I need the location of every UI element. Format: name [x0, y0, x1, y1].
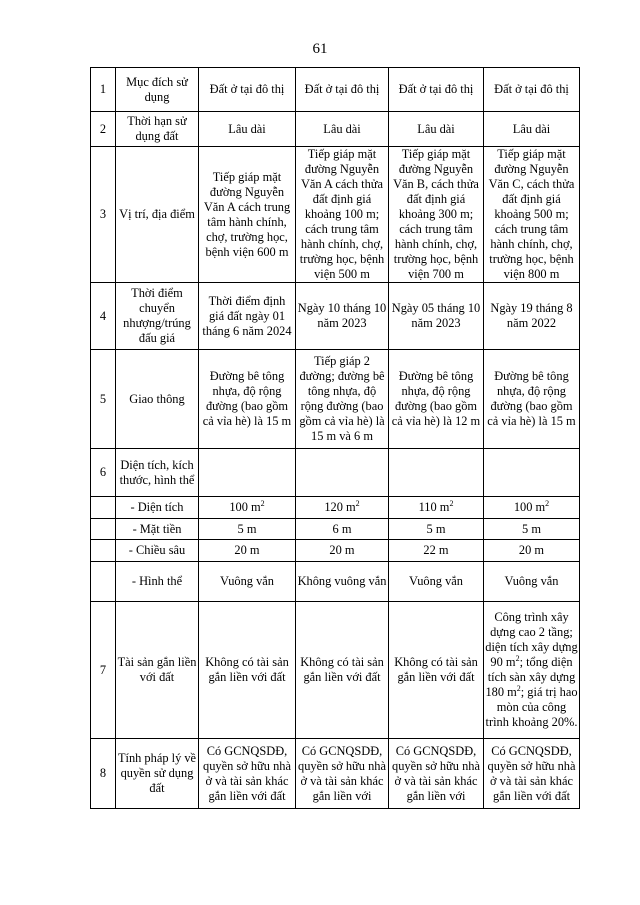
cell-value: Đường bê tông nhựa, độ rộng đường (bao gồm cả vỉa hè) là 12 m: [389, 350, 484, 449]
cell-value: Tiếp giáp mặt đường Nguyễn Văn A cách thửa đất định giá khoảng 100 m; cách trung tâm hành chính, chợ, trường học, bệnh viện 500 m: [296, 147, 389, 283]
cell-value: [484, 449, 580, 497]
cell-value: Lâu dài: [389, 112, 484, 147]
row-number: 5: [91, 350, 116, 449]
cell-value: [199, 449, 296, 497]
criterion-label: Giao thông: [116, 350, 199, 449]
cell-value: Ngày 10 tháng 10 năm 2023: [296, 283, 389, 350]
table-row: [91, 68, 580, 112]
area-value: 110 m: [418, 500, 450, 514]
cell-value: Không vuông vắn: [296, 562, 389, 602]
row-number: 7: [91, 602, 116, 739]
area-value: 100 m: [513, 500, 546, 514]
row-number: [91, 540, 116, 562]
table-row: [91, 497, 580, 519]
unit-exponent: 2: [449, 499, 454, 508]
cell-value: Lâu dài: [199, 112, 296, 147]
table-row: [91, 562, 580, 602]
criterion-label: Tài sản gắn liền với đất: [116, 602, 199, 739]
cell-value: Không có tài sản gắn liền với đất: [296, 602, 389, 739]
cell-value: Không có tài sản gắn liền với đất: [389, 602, 484, 739]
criterion-label: Diện tích, kích thước, hình thể: [116, 449, 199, 497]
row-number: [91, 519, 116, 540]
criterion-label: - Hình thể: [116, 562, 199, 602]
area-value: 100 m: [229, 500, 261, 514]
cell-value: 6 m: [296, 519, 389, 540]
criterion-label: Thời điểm chuyển nhượng/trúng đấu giá: [116, 283, 199, 350]
criterion-label: - Chiều sâu: [116, 540, 199, 562]
cell-value: [389, 497, 484, 519]
table-row: [91, 739, 580, 809]
cell-value: Có GCNQSDĐ, quyền sở hữu nhà ở và tài sản khác gắn liền với đất: [484, 739, 580, 809]
table-row: [91, 602, 580, 739]
row-number: 8: [91, 739, 116, 809]
cell-value: 20 m: [199, 540, 296, 562]
cell-value: Đất ở tại đô thị: [484, 68, 580, 112]
criterion-label: Mục đích sử dụng: [116, 68, 199, 112]
row-number: 4: [91, 283, 116, 350]
cell-value: Lâu dài: [484, 112, 580, 147]
building-text: ; giá trị hao mòn của công trình khoảng 20%.: [485, 685, 578, 729]
row-number: 6: [91, 449, 116, 497]
page-number: 61: [312, 41, 328, 57]
cell-value: Tiếp giáp mặt đường Nguyễn Văn B, cách thửa đất định giá khoảng 300 m; cách trung tâm hành chính, chợ, trường học, bệnh viện 700 m: [389, 147, 484, 283]
cell-value: Đường bê tông nhựa, độ rộng đường (bao gồm cả vỉa hè) là 15 m: [199, 350, 296, 449]
cell-value: Ngày 19 tháng 8 năm 2022: [484, 283, 580, 350]
cell-value: 20 m: [484, 540, 580, 562]
row-number: [91, 562, 116, 602]
cell-value: Vuông vắn: [199, 562, 296, 602]
cell-value: [484, 497, 580, 519]
unit-exponent: 2: [516, 684, 521, 693]
cell-value: Đường bê tông nhựa, độ rộng đường (bao gồm cả vỉa hè) là 15 m: [484, 350, 580, 449]
cell-value: Tiếp giáp 2 đường; đường bê tông nhựa, độ rộng đường (bao gồm cả vỉa hè) là 15 m và 6 m: [296, 350, 389, 449]
unit-exponent: 2: [545, 499, 550, 508]
criterion-label: Vị trí, địa điểm: [116, 147, 199, 283]
cell-value: Có GCNQSDĐ, quyền sở hữu nhà ở và tài sản khác gắn liền với đất: [199, 739, 296, 809]
unit-exponent: 2: [355, 499, 360, 508]
cell-value: Đất ở tại đô thị: [199, 68, 296, 112]
table-row: [91, 283, 580, 350]
criterion-label: Tính pháp lý về quyền sử dụng đất: [116, 739, 199, 809]
comparison-table: [90, 67, 580, 809]
cell-value: 5 m: [484, 519, 580, 540]
area-value: 120 m: [324, 500, 356, 514]
table-row: [91, 519, 580, 540]
cell-value: 5 m: [199, 519, 296, 540]
cell-value: Có GCNQSDĐ, quyền sở hữu nhà ở và tài sản khác gắn liền với: [389, 739, 484, 809]
cell-value: Tiếp giáp mặt đường Nguyễn Văn A cách trung tâm hành chính, chợ, trường học, bệnh viện 600 m: [199, 147, 296, 283]
cell-value: Lâu dài: [296, 112, 389, 147]
cell-value: 22 m: [389, 540, 484, 562]
cell-value: [484, 602, 580, 739]
cell-value: Có GCNQSDĐ, quyền sở hữu nhà ở và tài sản khác gắn liền với: [296, 739, 389, 809]
table-row: [91, 540, 580, 562]
cell-value: [199, 497, 296, 519]
building-text: Công trình xây dựng cao 2 tầng; diện tích xây dựng 90 m: [485, 610, 578, 669]
cell-value: [389, 449, 484, 497]
cell-value: Ngày 05 tháng 10 năm 2023: [389, 283, 484, 350]
table-row: [91, 449, 580, 497]
table-row: [91, 350, 580, 449]
criterion-label: - Mặt tiền: [116, 519, 199, 540]
row-number: 2: [91, 112, 116, 147]
cell-value: Thời điểm định giá đất ngày 01 tháng 6 năm 2024: [199, 283, 296, 350]
cell-value: [296, 497, 389, 519]
cell-value: 5 m: [389, 519, 484, 540]
cell-value: Không có tài sản gắn liền với đất: [199, 602, 296, 739]
criterion-label: Thời hạn sử dụng đất: [116, 112, 199, 147]
unit-exponent: 2: [515, 654, 520, 663]
table-row: [91, 112, 580, 147]
row-number: 3: [91, 147, 116, 283]
cell-value: Đất ở tại đô thị: [389, 68, 484, 112]
building-text: ; tổng diện tích sàn xây dựng 180 m: [485, 655, 576, 699]
cell-value: Tiếp giáp mặt đường Nguyễn Văn C, cách thửa đất định giá khoảng 500 m; cách trung tâm hành chính, chợ, trường học, bệnh viện 800 m: [484, 147, 580, 283]
unit-exponent: 2: [260, 499, 265, 508]
cell-value: Đất ở tại đô thị: [296, 68, 389, 112]
row-number: [91, 497, 116, 519]
cell-value: Vuông vắn: [389, 562, 484, 602]
cell-value: 20 m: [296, 540, 389, 562]
row-number: 1: [91, 68, 116, 112]
cell-value: [296, 449, 389, 497]
table-row: [91, 147, 580, 283]
cell-value: Vuông vắn: [484, 562, 580, 602]
criterion-label: - Diện tích: [116, 497, 199, 519]
